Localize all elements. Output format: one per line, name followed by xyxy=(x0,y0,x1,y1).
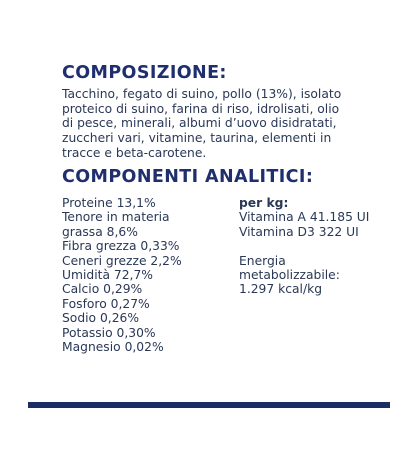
analytic-line: Proteine 13,1% xyxy=(62,196,156,210)
analytic-line: Fibra grezza 0,33% xyxy=(62,239,180,254)
analytic-line: Fosforo 0,27% xyxy=(62,296,150,311)
analytic-line: grassa 8,6% xyxy=(62,224,138,239)
analytics-left-column xyxy=(62,196,232,354)
composition-heading: COMPOSIZIONE: xyxy=(62,63,227,83)
analytic-line: Umidità 72,7% xyxy=(62,268,153,283)
composition-text xyxy=(62,87,362,161)
analytic-line: Sodio 0,26% xyxy=(62,311,140,326)
analytics-heading: COMPONENTI ANALITICI: xyxy=(62,167,314,187)
per-kg-label: per kg: xyxy=(239,196,289,210)
vitamin-line: Vitamina A 41.185 UI xyxy=(239,210,370,225)
analytic-line: Magnesio 0,02% xyxy=(62,340,164,355)
composition-line: zuccheri vari, vitamine, taurina, elementi in xyxy=(62,131,332,146)
spacer xyxy=(239,239,399,253)
analytic-line: Calcio 0,29% xyxy=(62,282,143,297)
analytic-line: Ceneri grezze 2,2% xyxy=(62,253,182,268)
analytic-line: Tenore in materia xyxy=(62,210,170,225)
footer-divider-bar xyxy=(28,402,390,408)
composition-line: proteico di suino, farina di riso, idrolisati, olio xyxy=(62,101,340,116)
composition-line: tracce e beta-carotene. xyxy=(62,145,207,160)
composition-line: Tacchino, fegato di suino, pollo (13%), isolato xyxy=(62,87,342,101)
energy-line: 1.297 kcal/kg xyxy=(239,282,323,297)
analytics-right-column xyxy=(239,196,399,297)
vitamin-line: Vitamina D3 322 UI xyxy=(239,224,359,239)
analytic-line: Potassio 0,30% xyxy=(62,325,156,340)
composition-line: di pesce, minerali, albumi d’uovo disidratati, xyxy=(62,116,337,131)
energy-line: metabolizzabile: xyxy=(239,268,340,283)
energy-line: Energia xyxy=(239,253,286,268)
